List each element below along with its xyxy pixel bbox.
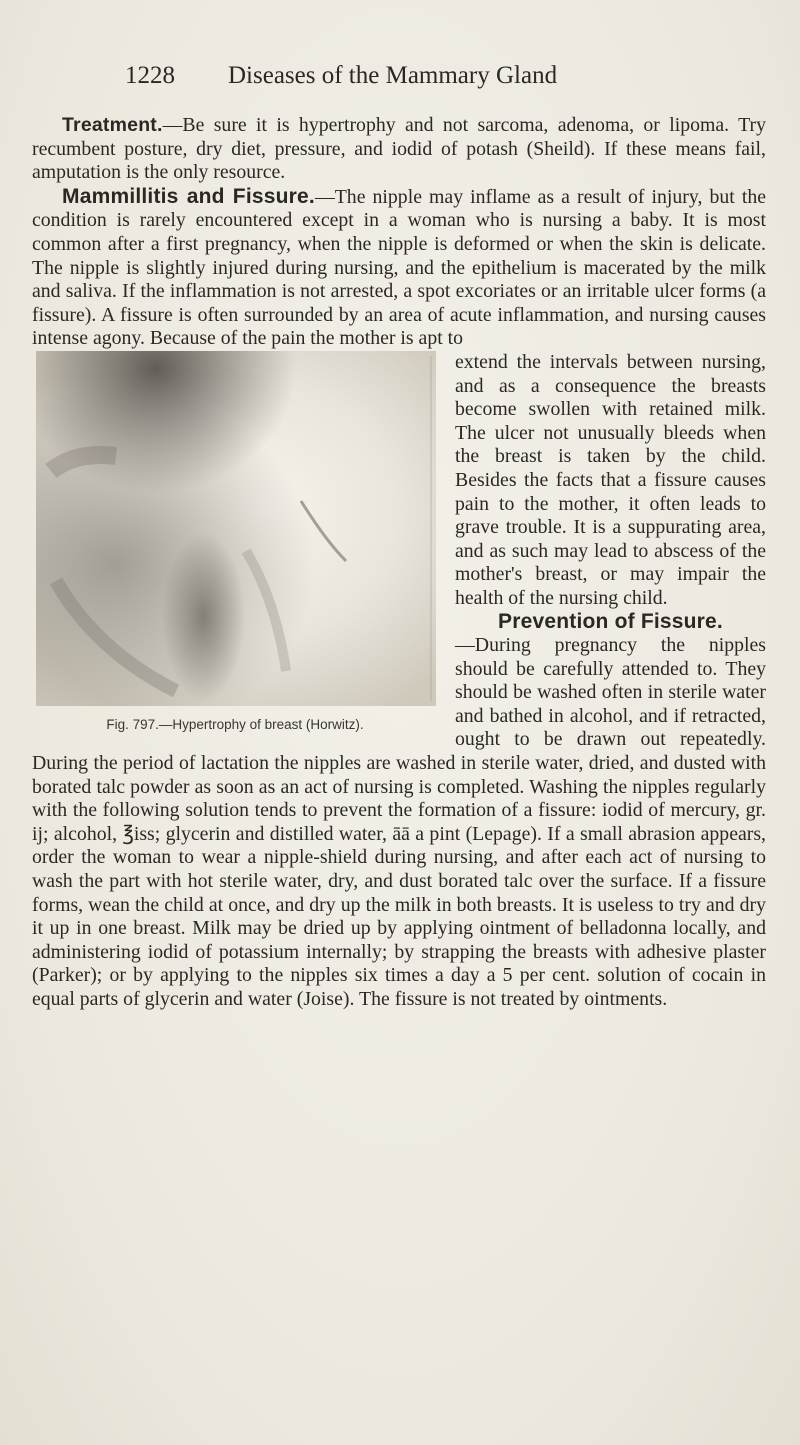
treatment-text: —Be sure it is hypertrophy and not sarcoma, adenoma, or lipoma. Try recumbent posture, dry diet, pressure, and iodid of potash (Sheild). If these means fail, amputation is the only resource. xyxy=(32,114,766,184)
mammillitis-text-beside-figure: extend the intervals between nursing, and as a consequence the breasts become swollen with retained milk. The ulcer not unusually bleeds when the breast is taken by the child. Besides the facts that a fissure causes pain to the mother, it often leads to grave trouble. It is a suppurating area, and as such may lead to abscess of the mother's breast, or may impair the health of the nursing child. xyxy=(455,350,766,609)
mammillitis-heading: Mammillitis and Fissure. xyxy=(62,184,315,208)
breast-hypertrophy-photo xyxy=(36,351,436,706)
mammillitis-paragraph xyxy=(32,185,766,351)
page-number: 1228 xyxy=(125,62,175,89)
running-title: Diseases of the Mammary Gland xyxy=(228,62,558,89)
mammillitis-text-before-figure: —The nipple may inflame as a result of injury, but the condition is rarely encountered except in a woman who is nursing a baby. It is most common after a first pregnancy, when the nipple is deformed or when the skin is delicate. The nipple is slightly injured during nursing, and the epithelium is macerated by the milk and saliva. If the inflammation is not arrested, a spot excoriates or an irritable ulcer forms (a fissure). A fissure is often surrounded by an area of acute inflammation, and nursing causes intense agony. Because of the pain the mother is apt to xyxy=(32,185,766,350)
prevention-text-beside-figure: —During pregnancy the nipples should be carefully attended to. They should be washed often in sterile water and bathed in alcohol, and if retracted, ought to be drawn out repeatedly. During the period of lactation the nipples are washed in sterile water, dried, and dusted with borated talc powder as soon as xyxy=(32,634,766,798)
treatment-paragraph xyxy=(32,114,766,185)
figure-797 xyxy=(32,351,436,751)
figure-caption: Fig. 797.—Hypertrophy of breast (Horwitz). xyxy=(106,716,364,732)
body-text xyxy=(32,114,766,1012)
page-header xyxy=(0,62,800,98)
prevention-text-after-figure: an act of nursing is completed. Washing the nipples regularly with the following solution tends to prevent the formation of a fissure: iodid of mercury, gr. ij; alcohol, ℥iss; glycerin and distilled water, āā a pint (Lepage). If a small abrasion appears, order the woman to wear a nipple-shield during nursing, and after each act of nursing to wash the part with hot sterile water, dry, and dust borated talc over the surface. If a fissure forms, wean the child at once, and dry up the milk in both breasts. It is useless to try and dry it up in one breast. Milk may be dried up by applying ointment of belladonna locally, and administering iodid of potassium internally; by strapping the breasts with adhesive plaster (Parker); or by applying to the nipples six times a day a 5 per cent. solution of cocain in equal parts of glycerin and water (Joise). The fissure is not treated by ointments. xyxy=(32,775,766,1010)
treatment-heading: Treatment. xyxy=(62,114,163,136)
prevention-heading: Prevention of Fissure. xyxy=(498,610,723,634)
